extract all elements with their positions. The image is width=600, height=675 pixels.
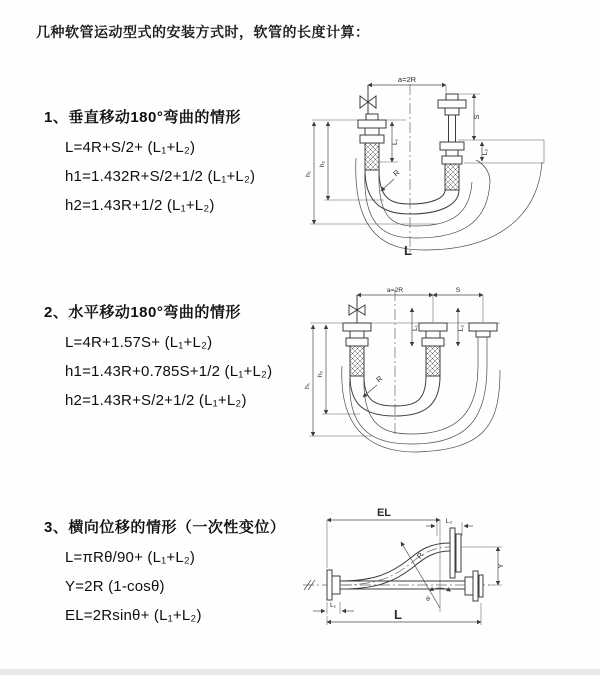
- formula-y: Y=2R (1-cosθ): [65, 578, 165, 595]
- dim-label-s: S: [455, 287, 461, 294]
- formula-h2: h2=1.43R+1/2 (L₁+L₂): [65, 197, 215, 214]
- section-vertical-movement: [44, 106, 255, 214]
- formula-l: L=4R+S/2+ (L₁+L₂): [65, 139, 196, 156]
- fixed-end-flange: [327, 570, 340, 600]
- dim-label-h1: h₁: [304, 382, 311, 390]
- middle-connector: [419, 323, 447, 376]
- dim-label-s: S: [472, 114, 481, 120]
- dim-label-h2: h₂: [319, 160, 326, 168]
- section-1-heading: 1、垂直移动180°弯曲的情形: [44, 109, 241, 126]
- radius-label: R: [414, 550, 426, 561]
- formula-h1: h1=1.43R+0.785S+1/2 (L₁+L₂): [65, 363, 273, 380]
- section-lateral-displacement: [44, 516, 285, 624]
- dimension-l2: [482, 142, 489, 161]
- dim-label-l2: L₂: [445, 518, 453, 525]
- diagram-lateral-displacement: [298, 500, 598, 660]
- original-end-flange: [465, 571, 483, 601]
- radius-callout: [363, 374, 385, 397]
- section-3-heading: 3、横向位移的情形（一次性变位）: [44, 519, 286, 536]
- dim-label-l2: L₂: [458, 324, 465, 332]
- radius-label: R: [391, 167, 402, 179]
- dim-label-a2r: a=2R: [386, 287, 404, 294]
- section-2-heading: 2、水平移动180°弯曲的情形: [44, 304, 241, 321]
- braided-hose-section: [350, 346, 364, 376]
- dimension-s: [458, 94, 544, 163]
- valve-icon: [360, 85, 376, 116]
- diagram-vertical-180-bend: [298, 72, 590, 264]
- dimension-a2r: [357, 287, 433, 295]
- dimension-l1: [313, 602, 354, 614]
- hose-displaced-position: [340, 543, 450, 589]
- dim-label-l2: L₂: [482, 148, 489, 156]
- dim-label-h2: h₂: [317, 370, 324, 378]
- dim-label-l1: L₁: [412, 324, 419, 332]
- braided-hose-section: [365, 143, 379, 170]
- formula-h1: h1=1.432R+S/2+1/2 (L₁+L₂): [65, 168, 256, 185]
- radius-callout: [381, 168, 402, 191]
- dim-label-l: L: [394, 607, 402, 622]
- formula-l: L=πRθ/90+ (L₁+L₂): [65, 549, 196, 566]
- valve-icon: [349, 295, 365, 323]
- right-connector: [469, 323, 497, 337]
- dim-label-el: EL: [376, 507, 392, 519]
- braided-hose-section: [426, 346, 440, 376]
- dimension-l2: [458, 308, 465, 346]
- left-connector: [358, 114, 386, 170]
- angle-label: θ: [426, 596, 430, 603]
- radius-callout: [401, 542, 440, 608]
- diagram-horizontal-180-bend: [300, 286, 590, 458]
- dim-label-y: Y: [496, 563, 505, 569]
- length-label: L: [404, 243, 412, 258]
- right-connector: [438, 94, 466, 190]
- dimension-l1: [412, 308, 419, 346]
- page-bottom-edge: [0, 669, 600, 675]
- dim-label-h1: h₁: [305, 170, 312, 178]
- left-connector: [343, 323, 371, 376]
- formula-el: EL=2Rsinθ+ (L₁+L₂): [65, 607, 202, 624]
- dim-label-l1: L₁: [392, 138, 399, 146]
- formula-h2: h2=1.43R+S/2+1/2 (L₁+L₂): [65, 392, 247, 409]
- radius-label: R: [374, 373, 385, 385]
- dim-label-a2r: a=2R: [397, 75, 417, 84]
- moved-end-flange: [450, 528, 461, 578]
- braided-hose-section: [445, 164, 459, 190]
- dim-label-l1: L₁: [329, 602, 337, 609]
- dimension-a2r: [368, 75, 446, 96]
- formula-l: L=4R+1.57S+ (L₁+L₂): [65, 334, 213, 351]
- dimension-l: [327, 603, 481, 625]
- page-title: 几种软管运动型式的安装方式时，软管的长度计算：: [36, 24, 370, 40]
- section-horizontal-movement: [44, 301, 272, 409]
